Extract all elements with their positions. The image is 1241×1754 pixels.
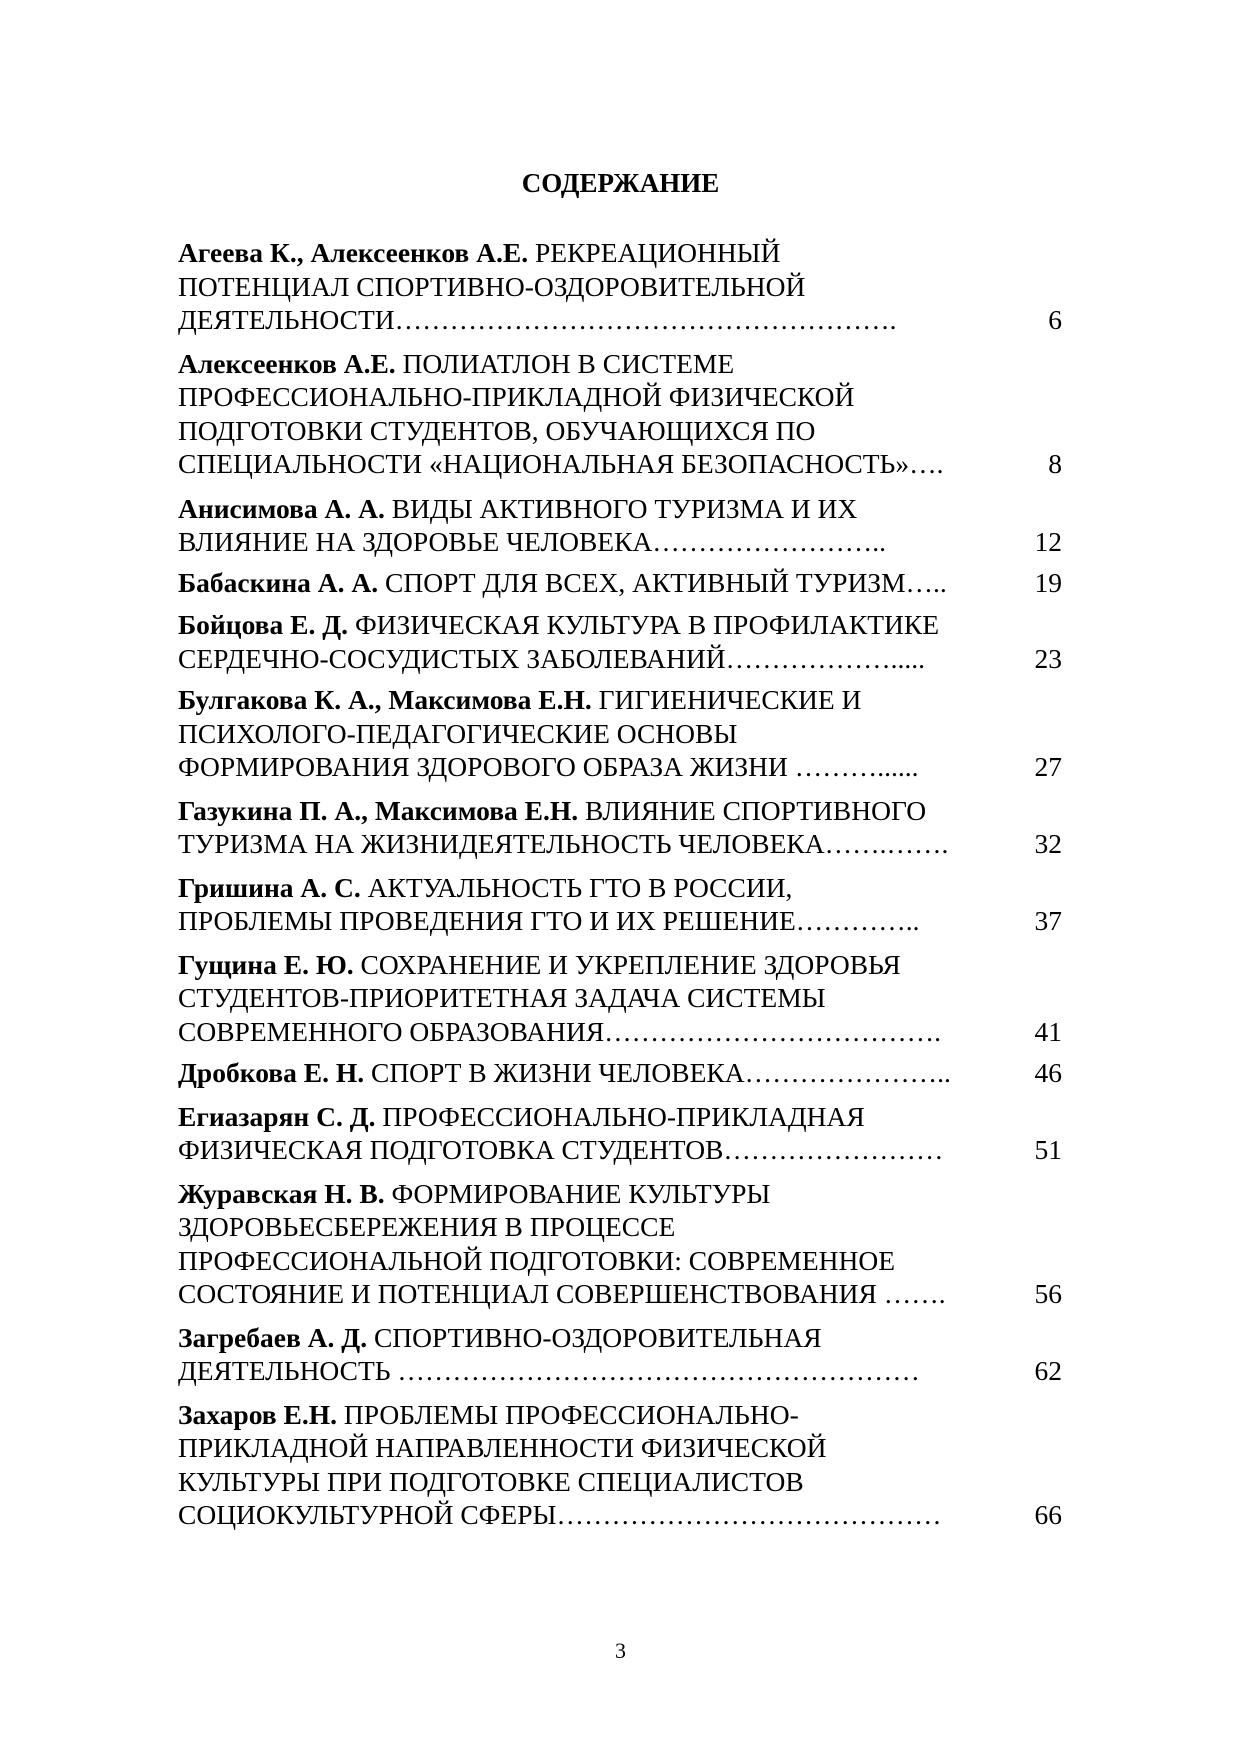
entry-title: ГИГИЕНИЧЕСКИЕ И ПСИХОЛОГО-ПЕДАГОГИЧЕСКИЕ ОСНОВЫ ФОРМИРОВАНИЯ ЗДОРОВОГО ОБРАЗА ЖИЗНИ ………...... bbox=[178, 684, 919, 782]
entry-page-number: 32 bbox=[1034, 828, 1062, 859]
entry-authors: Алексеенков А.Е. bbox=[178, 347, 396, 379]
entry-title: ФОРМИРОВАНИЕ КУЛЬТУРЫ ЗДОРОВЬЕСБЕРЕЖЕНИЯ В ПРОЦЕССЕ ПРОФЕССИОНАЛЬНОЙ ПОДГОТОВКИ: СОВРЕМЕННОЕ СОСТОЯНИЕ И ПОТЕНЦИАЛ СОВЕРШЕНСТВОВАНИЯ ……. bbox=[178, 1177, 946, 1309]
entry-title: СПОРТИВНО-ОЗДОРОВИТЕЛЬНАЯ ДЕЯТЕЛЬНОСТЬ ………………………………………………… bbox=[178, 1321, 920, 1386]
entry-authors: Агеева К., Алексеенков А.Е. bbox=[178, 237, 529, 268]
entry-authors: Дробкова Е. Н. bbox=[178, 1057, 365, 1088]
entry-title: РЕКРЕАЦИОННЫЙ ПОТЕНЦИАЛ СПОРТИВНО-ОЗДОРОВИТЕЛЬНОЙ ДЕЯТЕЛЬНОСТИ………………………………………………. bbox=[178, 237, 897, 335]
entry-title: ПРОБЛЕМЫ ПРОФЕССИОНАЛЬНО- ПРИКЛАДНОЙ НАПРАВЛЕННОСТИ ФИЗИЧЕСКОЙ КУЛЬТУРЫ ПРИ ПОДГОТОВКЕ СПЕЦИАЛИСТОВ СОЦИОКУЛЬТУРНОЙ СФЕРЫ…………………………………… bbox=[178, 1398, 942, 1530]
entry-authors: Гущина Е. Ю. bbox=[178, 948, 354, 980]
entry-authors: Загребаев А. Д. bbox=[178, 1321, 368, 1353]
page-title: СОДЕРЖАНИЕ bbox=[521, 168, 720, 198]
entry-authors: Егиазарян С. Д. bbox=[178, 1100, 376, 1132]
toc-entry bbox=[178, 871, 1062, 938]
toc-entry bbox=[178, 236, 1062, 337]
entry-page-number: 66 bbox=[1034, 1499, 1062, 1530]
entry-title: ПОЛИАТЛОН В СИСТЕМЕ ПРОФЕССИОНАЛЬНО-ПРИКЛАДНОЙ ФИЗИЧЕСКОЙ ПОДГОТОВКИ СТУДЕНТОВ, ОБУЧАЮЩИХСЯ ПО СПЕЦИАЛЬНОСТИ «НАЦИОНАЛЬНАЯ БЕЗОПАСНОСТЬ»…. bbox=[178, 347, 944, 479]
entry-title: ФИЗИЧЕСКАЯ КУЛЬТУРА В ПРОФИЛАКТИКЕ СЕРДЕЧНО-СОСУДИСТЫХ ЗАБОЛЕВАНИЙ………………..... bbox=[178, 609, 940, 674]
entry-title: СПОРТ ДЛЯ ВСЕХ, АКТИВНЫЙ ТУРИЗМ….. bbox=[378, 566, 947, 598]
entry-authors: Журавская Н. В. bbox=[178, 1177, 385, 1209]
entry-page-number: 62 bbox=[1034, 1355, 1062, 1386]
entry-page-number: 23 bbox=[1034, 642, 1062, 674]
toc-entry bbox=[178, 1177, 1062, 1311]
toc-entry bbox=[178, 492, 1062, 559]
toc-entry bbox=[178, 1100, 1062, 1167]
toc-entry bbox=[178, 1398, 1062, 1532]
entry-authors: Анисимова А. А. bbox=[178, 492, 385, 524]
entry-page-number: 6 bbox=[1048, 304, 1062, 335]
entry-page-number: 41 bbox=[1034, 1015, 1062, 1047]
entry-authors: Захаров Е.Н. bbox=[178, 1398, 337, 1430]
entry-page-number: 19 bbox=[1034, 566, 1062, 598]
entry-page-number: 46 bbox=[1034, 1057, 1062, 1088]
toc-entry bbox=[178, 948, 1062, 1049]
entry-authors: Бойцова Е. Д. bbox=[178, 609, 349, 640]
entry-authors: Бабаскина А. А. bbox=[178, 566, 379, 598]
toc-entry bbox=[178, 794, 1062, 861]
toc-entry bbox=[178, 683, 1062, 784]
toc-entry bbox=[178, 566, 1062, 600]
toc-entry bbox=[178, 1321, 1062, 1388]
entry-page-number: 37 bbox=[1034, 905, 1062, 936]
toc-entry bbox=[178, 1056, 1062, 1090]
toc-entry bbox=[178, 608, 1062, 675]
entry-title: СОХРАНЕНИЕ И УКРЕПЛЕНИЕ ЗДОРОВЬЯ СТУДЕНТОВ-ПРИОРИТЕТНАЯ ЗАДАЧА СИСТЕМЫ СОВРЕМЕННОГО ОБРАЗОВАНИЯ………………………………. bbox=[178, 948, 942, 1047]
entry-page-number: 56 bbox=[1034, 1278, 1062, 1309]
entry-page-number: 27 bbox=[1034, 751, 1062, 782]
entry-authors: Газукина П. А., Максимова Е.Н. bbox=[178, 794, 579, 826]
entry-title: СПОРТ В ЖИЗНИ ЧЕЛОВЕКА………………….. bbox=[364, 1057, 951, 1088]
entry-authors: Гришина А. С. bbox=[178, 871, 361, 903]
entry-page-number: 12 bbox=[1034, 526, 1062, 557]
entry-title: ПРОФЕССИОНАЛЬНО-ПРИКЛАДНАЯ ФИЗИЧЕСКАЯ ПОДГОТОВКА СТУДЕНТОВ…………………… bbox=[178, 1100, 944, 1165]
toc-entry bbox=[178, 347, 1062, 481]
table-of-contents bbox=[178, 236, 1062, 1532]
entry-title: ВИДЫ АКТИВНОГО ТУРИЗМА И ИХ ВЛИЯНИЕ НА ЗДОРОВЬЕ ЧЕЛОВЕКА…………………….. bbox=[178, 492, 887, 557]
entry-page-number: 51 bbox=[1034, 1134, 1062, 1165]
page-number: 3 bbox=[615, 1638, 626, 1663]
entry-authors: Булгакова К. А., Максимова Е.Н. bbox=[178, 684, 592, 715]
entry-page-number: 8 bbox=[1048, 448, 1062, 479]
entry-title: АКТУАЛЬНОСТЬ ГТО В РОССИИ, ПРОБЛЕМЫ ПРОВЕДЕНИЯ ГТО И ИХ РЕШЕНИЕ………….. bbox=[178, 871, 920, 936]
entry-title: ВЛИЯНИЕ СПОРТИВНОГО ТУРИЗМА НА ЖИЗНИДЕЯТЕЛЬНОСТЬ ЧЕЛОВЕКА…….……. bbox=[178, 794, 949, 859]
